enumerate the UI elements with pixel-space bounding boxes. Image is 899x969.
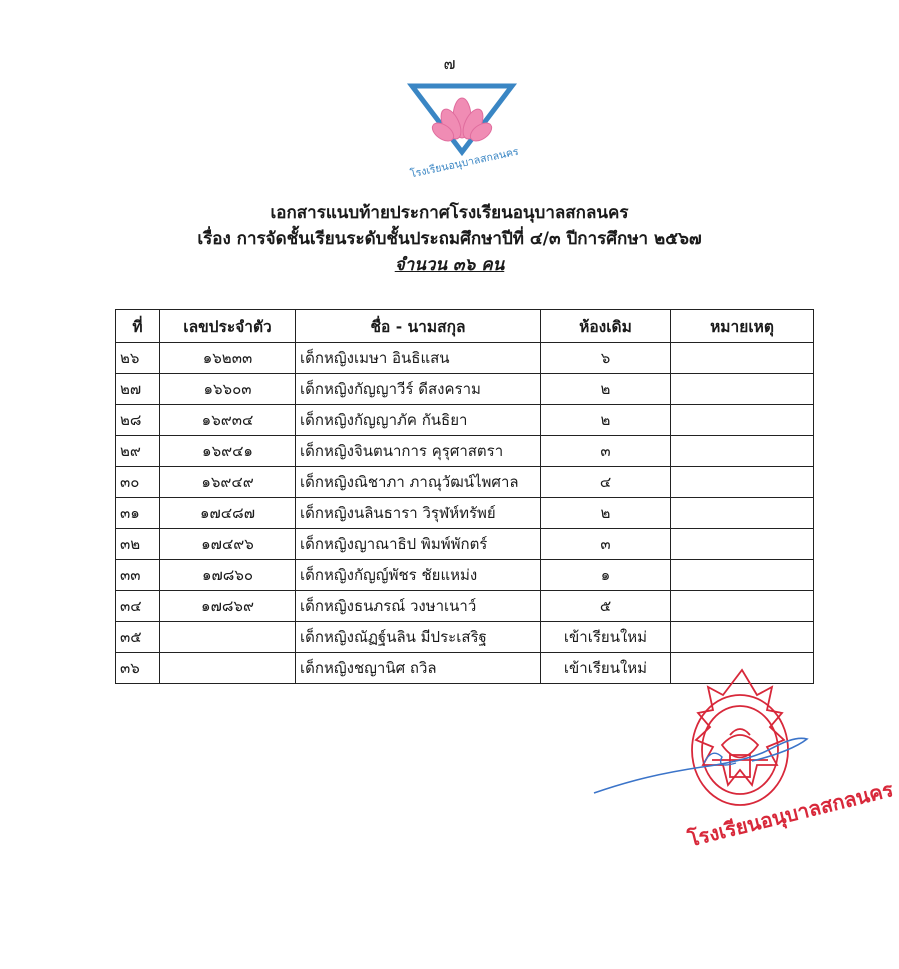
student-id-cell: ๑๗๘๖๐ xyxy=(160,560,296,591)
row-number-cell: ๓๕ xyxy=(116,622,160,653)
student-count: จำนวน ๓๖ คน xyxy=(394,255,505,275)
row-number-cell: ๓๓ xyxy=(116,560,160,591)
original-room-cell: ๓ xyxy=(541,436,671,467)
row-number-cell: ๒๖ xyxy=(116,343,160,374)
header-no: ที่ xyxy=(116,310,160,343)
table-row xyxy=(116,436,814,467)
table-row xyxy=(116,467,814,498)
table-header-row xyxy=(116,310,814,343)
remarks-cell xyxy=(671,622,814,653)
student-name-cell: เด็กหญิงนลินธารา วิรุฬห์ทรัพย์ xyxy=(296,498,541,529)
remarks-cell xyxy=(671,405,814,436)
student-name-cell: เด็กหญิงชญานิศ ถวิล xyxy=(296,653,541,684)
remarks-cell xyxy=(671,374,814,405)
student-id-cell xyxy=(160,653,296,684)
header-original-room: ห้องเดิม xyxy=(541,310,671,343)
row-number-cell: ๒๘ xyxy=(116,405,160,436)
student-name-cell: เด็กหญิงกัญญ์พัชร ชัยแหม่ง xyxy=(296,560,541,591)
row-number-cell: ๒๙ xyxy=(116,436,160,467)
student-id-cell: ๑๗๔๙๖ xyxy=(160,529,296,560)
table-row xyxy=(116,591,814,622)
student-id-cell: ๑๖๙๓๔ xyxy=(160,405,296,436)
page-number: ๗ xyxy=(443,54,456,73)
student-id-cell: ๑๖๒๓๓ xyxy=(160,343,296,374)
row-number-cell: ๓๒ xyxy=(116,529,160,560)
student-name-cell: เด็กหญิงณัฏฐ์นลิน มีประเสริฐ xyxy=(296,622,541,653)
student-id-cell xyxy=(160,622,296,653)
original-room-cell: ๒ xyxy=(541,498,671,529)
header-line-1: เอกสารแนบท้ายประกาศโรงเรียนอนุบาลสกลนคร xyxy=(270,203,629,223)
original-room-cell: ๒ xyxy=(541,374,671,405)
student-id-cell: ๑๗๘๖๙ xyxy=(160,591,296,622)
row-number-cell: ๓๐ xyxy=(116,467,160,498)
original-room-cell: เข้าเรียนใหม่ xyxy=(541,653,671,684)
table-body xyxy=(116,343,814,684)
student-name-cell: เด็กหญิงกัญญาภัค กันธิยา xyxy=(296,405,541,436)
original-room-cell: ๔ xyxy=(541,467,671,498)
remarks-cell xyxy=(671,498,814,529)
remarks-cell xyxy=(671,529,814,560)
student-name-cell: เด็กหญิงเมษา อินธิแสน xyxy=(296,343,541,374)
seal-text: โรงเรียนอนุบาลสกลนคร xyxy=(685,777,896,852)
remarks-cell xyxy=(671,343,814,374)
table-row xyxy=(116,622,814,653)
row-number-cell: ๓๑ xyxy=(116,498,160,529)
table-row xyxy=(116,560,814,591)
table-row xyxy=(116,343,814,374)
student-id-cell: ๑๖๙๔๑ xyxy=(160,436,296,467)
original-room-cell: ๒ xyxy=(541,405,671,436)
original-room-cell: ๓ xyxy=(541,529,671,560)
row-number-cell: ๓๖ xyxy=(116,653,160,684)
student-name-cell: เด็กหญิงกัญญาวีร์ ดีสงคราม xyxy=(296,374,541,405)
table-row xyxy=(116,529,814,560)
student-roster-table xyxy=(115,309,814,684)
header-student-id: เลขประจำตัว xyxy=(160,310,296,343)
student-id-cell: ๑๖๙๔๙ xyxy=(160,467,296,498)
student-id-cell: ๑๗๔๘๗ xyxy=(160,498,296,529)
student-id-cell: ๑๖๖๐๓ xyxy=(160,374,296,405)
table-row xyxy=(116,405,814,436)
student-name-cell: เด็กหญิงญาณาธิป พิมพ์พักตร์ xyxy=(296,529,541,560)
header-line-2: เรื่อง การจัดชั้นเรียนระดับชั้นประถมศึกษาปีที่ ๔/๓ ปีการศึกษา ๒๕๖๗ xyxy=(197,229,702,249)
document-header xyxy=(0,200,899,278)
student-name-cell: เด็กหญิงณิชาภา ภาณุวัฒน์ไพศาล xyxy=(296,467,541,498)
logo-text: โรงเรียนอนุบาลสกลนคร xyxy=(409,145,520,181)
original-room-cell: ๕ xyxy=(541,591,671,622)
row-number-cell: ๓๔ xyxy=(116,591,160,622)
student-name-cell: เด็กหญิงจินตนาการ คุรุศาสตรา xyxy=(296,436,541,467)
remarks-cell xyxy=(671,560,814,591)
original-room-cell: ๑ xyxy=(541,560,671,591)
student-name-cell: เด็กหญิงธนภรณ์ วงษาเนาว์ xyxy=(296,591,541,622)
remarks-cell xyxy=(671,436,814,467)
row-number-cell: ๒๗ xyxy=(116,374,160,405)
remarks-cell xyxy=(671,591,814,622)
original-room-cell: เข้าเรียนใหม่ xyxy=(541,622,671,653)
school-seal-stamp xyxy=(592,665,896,852)
school-logo xyxy=(407,80,520,181)
table-row xyxy=(116,374,814,405)
header-remarks: หมายเหตุ xyxy=(671,310,814,343)
original-room-cell: ๖ xyxy=(541,343,671,374)
remarks-cell xyxy=(671,467,814,498)
header-name: ชื่อ - นามสกุล xyxy=(296,310,541,343)
table-row xyxy=(116,498,814,529)
